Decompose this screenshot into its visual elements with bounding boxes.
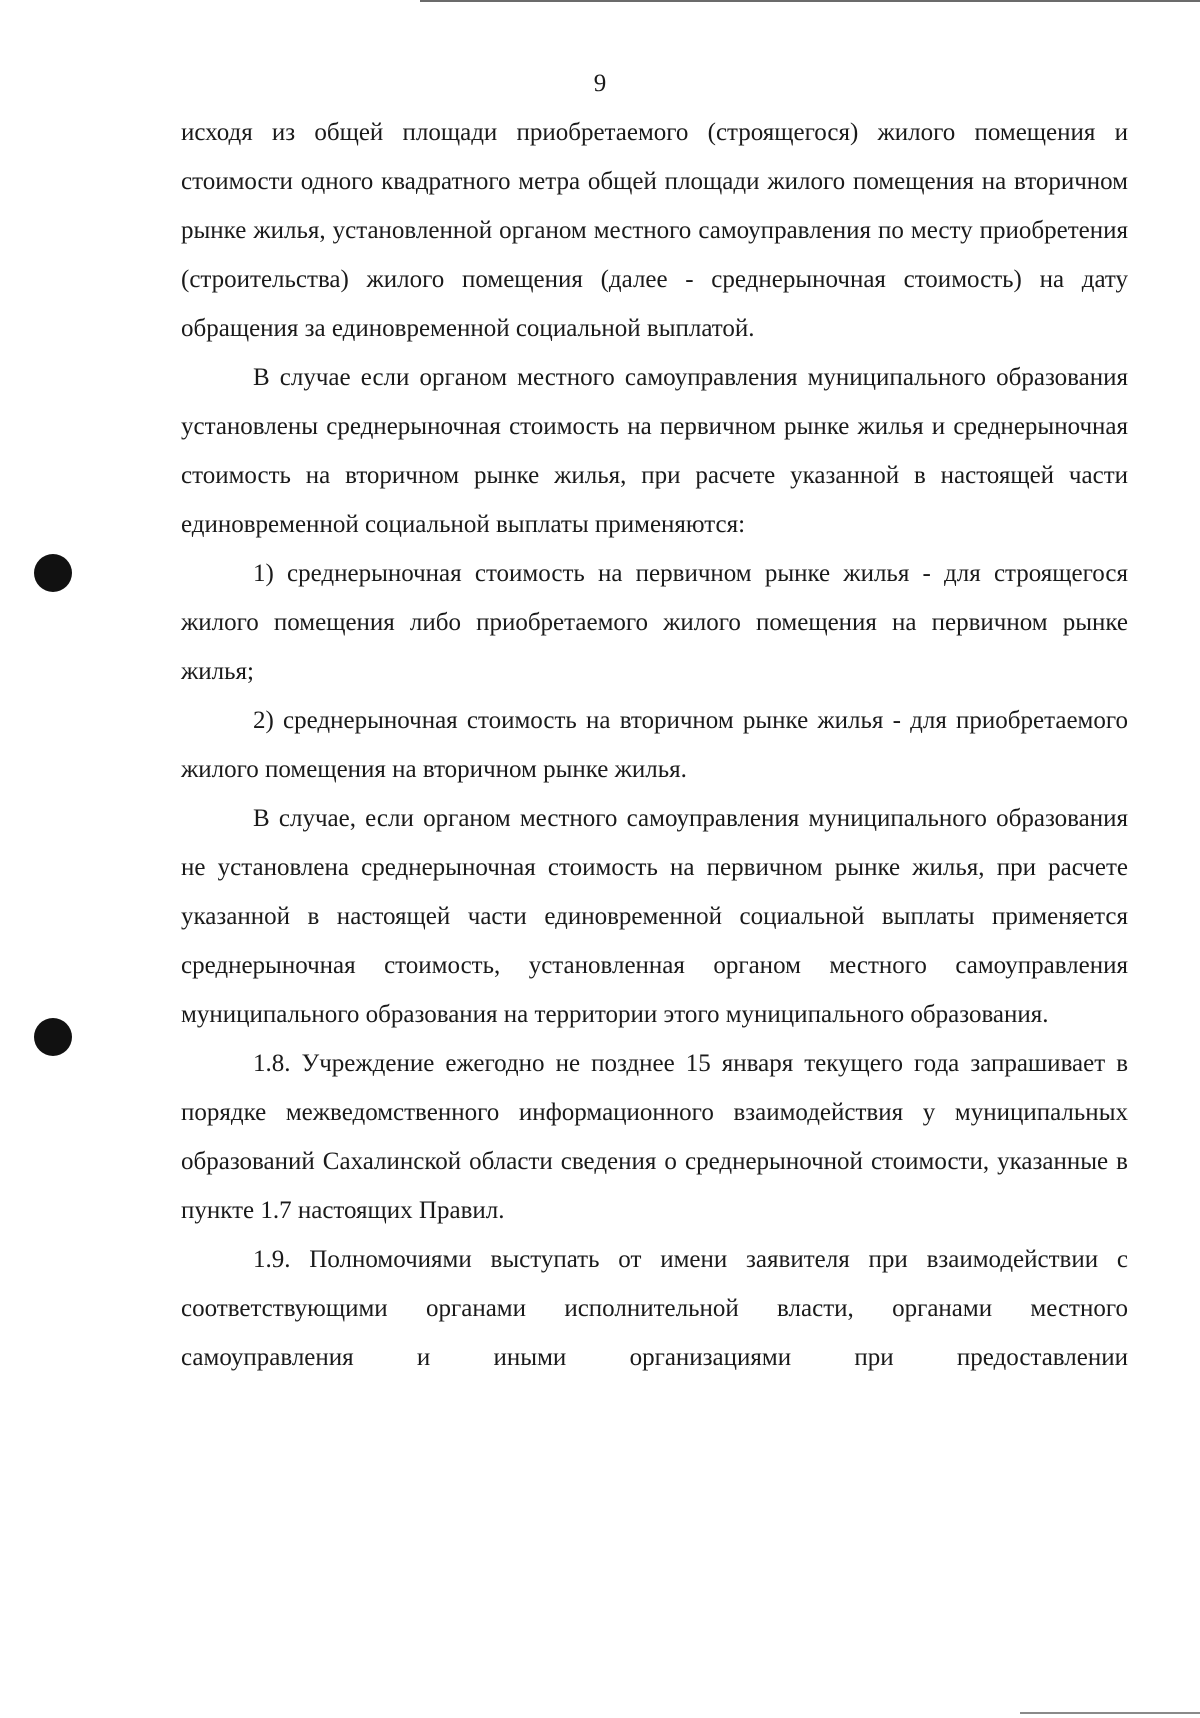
paragraph-continuation: исходя из общей площади приобретаемого (строящегося) жилого помещения и стоимости одного квадратного метра общей площади жилого помещения на вторичном рынке жилья, установленной органом местного самоуправления по месту приобретения (строительства) жилого помещения (далее - среднерыночная стоимость) на дату обращения за единовременной социальной выплатой. xyxy=(181,119,1128,342)
list-item-primary-market: 1) среднерыночная стоимость на первичном рынке жилья - для строящегося жилого помещения либо приобретаемого жилого помещения на первичном рынке жилья; xyxy=(181,560,1128,685)
punch-hole-bottom xyxy=(34,1018,72,1056)
document-body xyxy=(181,108,1128,1382)
paragraph-no-primary-cost: В случае, если органом местного самоуправления муниципального образования не установлена среднерыночная стоимость на первичном рынке жилья, при расчете указанной в настоящей части единовременной социальной выплаты применяется среднерыночная стоимость, установленная органом местного самоуправления муниципального образования на территории этого муниципального образования. xyxy=(181,805,1128,1028)
scan-edge-top xyxy=(420,0,1200,2)
scan-edge-bottom xyxy=(1020,1712,1200,1714)
list-item-secondary-market: 2) среднерыночная стоимость на вторичном рынке жилья - для приобретаемого жилого помещения на вторичном рынке жилья. xyxy=(181,707,1128,783)
paragraph-market-cost-rule: В случае если органом местного самоуправления муниципального образования установлены среднерыночная стоимость на первичном рынке жилья и среднерыночная стоимость на вторичном рынке жилья, при расчете указанной в настоящей части единовременной социальной выплаты применяются: xyxy=(181,364,1128,538)
punch-hole-top xyxy=(34,554,72,592)
clause-1-9: 1.9. Полномочиями выступать от имени заявителя при взаимодействии с соответствующими органами исполнительной власти, органами местного самоуправления и иными организациями при предоставлении xyxy=(181,1246,1128,1371)
clause-1-8: 1.8. Учреждение ежегодно не позднее 15 января текущего года запрашивает в порядке межведомственного информационного взаимодействия у муниципальных образований Сахалинской области сведения о среднерыночной стоимости, указанные в пункте 1.7 настоящих Правил. xyxy=(181,1050,1128,1224)
page-number: 9 xyxy=(593,70,607,97)
